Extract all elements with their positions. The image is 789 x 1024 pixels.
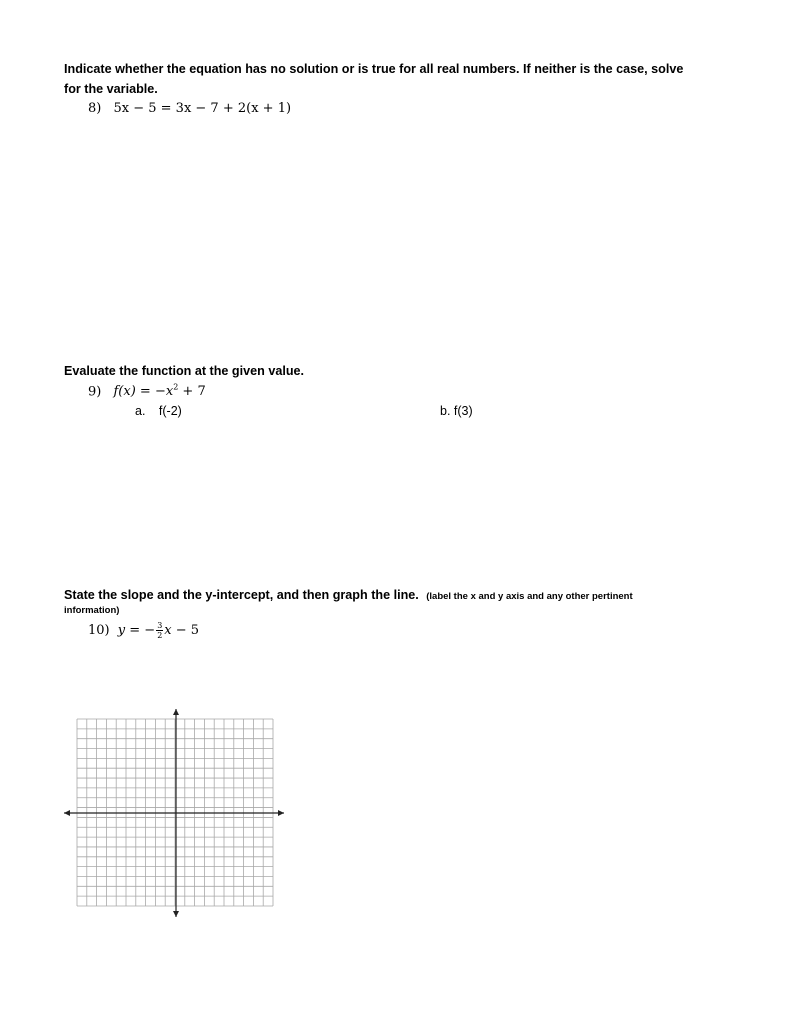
function-rhs-post: + 7 [178, 384, 206, 400]
evaluate-instruction: Evaluate the function at the given value. [64, 364, 305, 378]
graph-instruction-main: State the slope and the y-intercept, and then graph the line. [64, 588, 419, 602]
function-lhs: f(x) [113, 384, 136, 400]
graph-instruction-line-1 [64, 586, 633, 604]
instruction-line-1: Indicate whether the equation has no solution or is true for all real numbers. If neither is the case, solve [64, 62, 684, 76]
problem-9-function [113, 384, 205, 399]
eq-lhs: y [117, 623, 126, 638]
problem-8-equation: 5x − 5 = 3x − 7 + 2(x + 1) [113, 101, 292, 116]
part-a-value: f(-2) [158, 404, 182, 418]
part-a [135, 404, 182, 418]
problem-9-number: 9) [88, 384, 102, 400]
fraction-denominator: 2 [157, 631, 163, 640]
slope-fraction [156, 621, 163, 640]
problem-10-equation [118, 623, 199, 638]
graph-instruction-line-2: information) [64, 605, 120, 616]
eq-tail: − 5 [171, 623, 200, 638]
y-axis-bottom-arrow [173, 911, 179, 917]
function-exp: 2 [173, 383, 179, 392]
graph-instruction-note: (label the x and y axis and any other pertinent [426, 591, 633, 602]
function-rhs-pre: = − [135, 384, 166, 400]
instruction-line-2: for the variable. [64, 82, 158, 96]
part-b: b. f(3) [440, 404, 473, 418]
problem-10-number: 10) [88, 623, 110, 638]
x-axis-right-arrow [278, 810, 284, 816]
eq-mid: = − [125, 623, 156, 638]
fraction-numerator: 3 [157, 621, 163, 630]
eq-var: x [164, 623, 172, 638]
coordinate-grid[interactable] [62, 705, 290, 921]
problem-10 [88, 621, 199, 640]
problem-8-number: 8) [88, 101, 102, 116]
y-axis-top-arrow [173, 709, 179, 715]
x-axis-left-arrow [64, 810, 70, 816]
function-var: x [165, 384, 174, 400]
problem-9 [88, 383, 206, 399]
problem-8 [88, 101, 291, 116]
part-a-label: a. [135, 404, 146, 418]
